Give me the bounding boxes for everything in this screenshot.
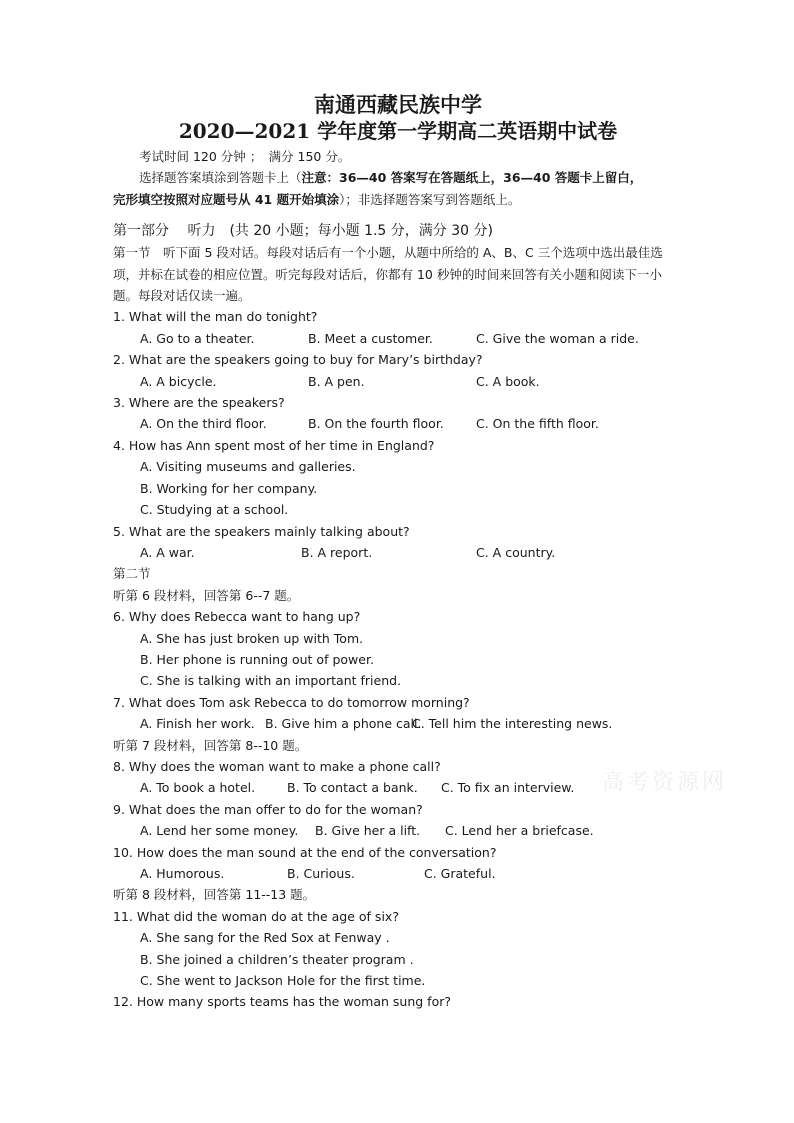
options-row [113,371,683,392]
option-b: B. A pen. [308,373,365,389]
section1-instructions: 第一节 听下面 5 段对话。每段对话后有一个小题，从题中所给的 A、B、C 三个选项中选出最佳选项，并标在试卷的相应位置。听完每段对话后，你都有 10 秒钟的时间来回答有关小题和阅读下一小题。每段对话仅读一遍。 [113,245,663,304]
options-row [113,542,683,563]
option-c: C. On the fifth floor. [476,416,599,432]
option-b: B. To contact a bank. [287,780,418,796]
option-c: C. Studying at a school. [140,502,289,518]
option-c: C. Lend her a briefcase. [445,823,594,839]
question-stem: 8. Why does the woman want to make a phone call? [113,758,441,774]
question-stem: 3. Where are the speakers? [113,395,285,411]
option-a: A. Go to a theater. [140,330,255,346]
option-a: A. On the third floor. [140,416,267,432]
school-name: 南通西藏民族中学 [314,92,482,117]
instruction-note: 注意：36—40 答案写在答题纸上，36—40 答题卡上留白， [301,170,643,186]
instruction-prefix: 选择题答案填涂到答题卡上（ [139,170,302,186]
question-stem: 7. What does Tom ask Rebecca to do tomorrow morning? [113,694,470,710]
option-a: A. To book a hotel. [140,780,256,796]
question-stem: 4. How has Ann spent most of her time in England? [113,437,435,453]
options-row [113,863,683,884]
option-b: B. Give her a lift. [315,823,421,839]
option-a: A. Lend her some money. [140,823,299,839]
option-b: B. Curious. [287,866,355,881]
options-row [113,713,683,734]
section2-heading: 第二节 [113,566,151,582]
option-c: C. A country. [476,544,556,560]
exam-page [113,92,683,1013]
option-b: B. She joined a children’s theater program . [140,951,414,967]
option-b: B. Give him a phone call. [265,716,422,732]
question-stem: 9. What does the man offer to do for the woman? [113,801,423,817]
options-row [113,820,683,841]
question-stem: 1. What will the man do tonight? [113,309,318,325]
set7-heading: 听第 7 段材料，回答第 8--10 题。 [113,737,308,753]
question-stem: 6. Why does Rebecca want to hang up? [113,609,361,625]
option-c: C. A book. [476,373,540,389]
part1-heading: 第一部分 听力 (共 20 小题；每小题 1.5 分，满分 30 分) [113,223,493,240]
option-a: A. Humorous. [140,866,225,881]
option-a: A. Finish her work. [140,716,255,732]
options-row [113,777,683,798]
instruction-cloze: 完形填空按照对应题号从 41 题开始填涂 [113,191,340,207]
option-c: C. She is talking with an important friend. [140,673,402,689]
option-a: A. She has just broken up with Tom. [140,630,364,646]
instruction-line-2 [113,189,683,210]
question-stem: 12. How many sports teams has the woman sung for? [113,994,452,1010]
question-stem: 2. What are the speakers going to buy for Mary’s birthday? [113,352,483,368]
watermark: 高考资源网 [602,770,728,795]
option-b: B. Her phone is running out of power. [140,651,374,667]
option-c: C. Give the woman a ride. [476,330,639,346]
option-b: B. Meet a customer. [308,330,433,346]
option-c: C. Tell him the interesting news. [412,716,613,732]
option-b: B. A report. [301,544,373,560]
time-info: 考试时间 120 分钟 ； 满分 150 分。 [139,149,351,164]
option-b: B. Working for her company. [140,480,318,496]
option-c: C. She went to Jackson Hole for the first time. [140,973,426,989]
option-a: A. A war. [140,544,195,560]
set6-heading: 听第 6 段材料，回答第 6--7 题。 [113,587,300,603]
option-c: C. Grateful. [424,866,496,881]
option-a: A. She sang for the Red Sox at Fenway . [140,930,390,946]
option-b: B. On the fourth floor. [308,416,444,432]
options-row [113,413,683,434]
options-row [113,328,683,349]
question-stem: 11. What did the woman do at the age of six? [113,908,399,924]
instruction-line-1 [113,167,683,188]
instruction-suffix: ）；非选择题答案写到答题纸上。 [339,191,521,207]
question-stem: 5. What are the speakers mainly talking about? [113,523,410,539]
option-a: A. Visiting museums and galleries. [140,459,356,475]
question-stem: 10. How does the man sound at the end of the conversation? [113,844,497,860]
exam-title: 2020—2021 学年度第一学期高二英语期中试卷 [178,119,618,143]
option-a: A. A bicycle. [140,373,217,389]
set8-heading: 听第 8 段材料，回答第 11--13 题。 [113,887,316,903]
option-c: C. To fix an interview. [441,780,575,796]
